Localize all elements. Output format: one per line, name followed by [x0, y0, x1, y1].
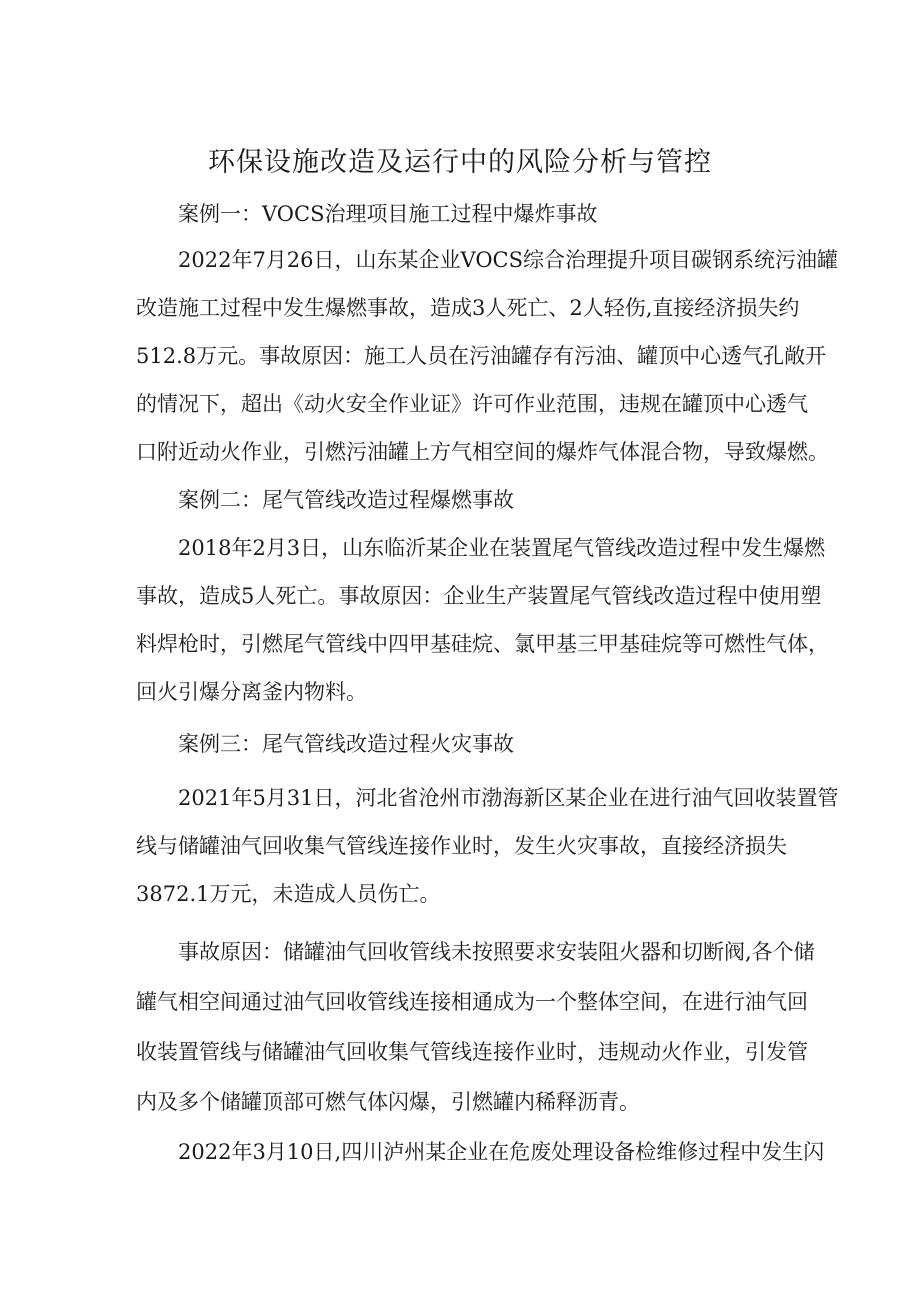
case1-paragraph-line-3: 512.8万元。事故原因：施工人员在污油罐存有污油、罐顶中心透气孔敞开 [136, 344, 827, 368]
case2-heading: 案例二：尾气管线改造过程爆燃事故 [178, 488, 514, 512]
cause-paragraph-line-2: 罐气相空间通过油气回收管线连接相通成为一个整体空间，在进行油气回 [136, 990, 808, 1014]
case4-paragraph-line-1: 2022年3月10日,四川泸州某企业在危废处理设备检维修过程中发生闪 [178, 1140, 825, 1164]
case3-paragraph-line-3: 3872.1万元，未造成人员伤亡。 [136, 882, 441, 906]
case1-heading: 案例一：VOCS治理项目施工过程中爆炸事故 [178, 202, 598, 226]
cause-paragraph-line-3: 收装置管线与储罐油气回收集气管线连接作业时，违规动火作业，引发管 [136, 1040, 808, 1064]
case3-paragraph-line-2: 线与储罐油气回收集气管线连接作业时，发生火灾事故，直接经济损失 [136, 834, 787, 858]
case2-paragraph-line-3: 料焊枪时，引燃尾气管线中四甲基硅烷、氯甲基三甲基硅烷等可燃性气体， [136, 632, 829, 656]
case2-paragraph-line-4: 回火引爆分离釜内物料。 [136, 680, 367, 704]
case1-paragraph-line-5: 口附近动火作业，引燃污油罐上方气相空间的爆炸气体混合物，导致爆燃。 [136, 440, 829, 464]
case1-paragraph-line-4: 的情况下，超出《动火安全作业证》许可作业范围，违规在罐顶中心透气 [136, 392, 808, 416]
case1-paragraph-line-2: 改造施工过程中发生爆燃事故，造成3人死亡、2人轻伤,直接经济损失约 [136, 296, 800, 320]
case2-paragraph-line-2: 事故，造成5人死亡。事故原因：企业生产装置尾气管线改造过程中使用塑 [136, 584, 822, 608]
case1-paragraph-line-1: 2022年7月26日，山东某企业VOCS综合治理提升项目碳钢系统污油罐 [178, 248, 838, 272]
cause-paragraph-line-1: 事故原因：储罐油气回收管线未按照要求安装阻火器和切断阀,各个储 [178, 940, 815, 964]
cause-paragraph-line-4: 内及多个储罐顶部可燃气体闪爆，引燃罐内稀释沥青。 [136, 1090, 640, 1114]
case3-heading: 案例三：尾气管线改造过程火灾事故 [178, 732, 514, 756]
case3-paragraph-line-1: 2021年5月31日，河北省沧州市渤海新区某企业在进行油气回收装置管 [178, 786, 839, 810]
case2-paragraph-line-1: 2018年2月3日，山东临沂某企业在装置尾气管线改造过程中发生爆燃 [178, 536, 826, 560]
document-title: 环保设施改造及运行中的风险分析与管控 [208, 147, 712, 178]
